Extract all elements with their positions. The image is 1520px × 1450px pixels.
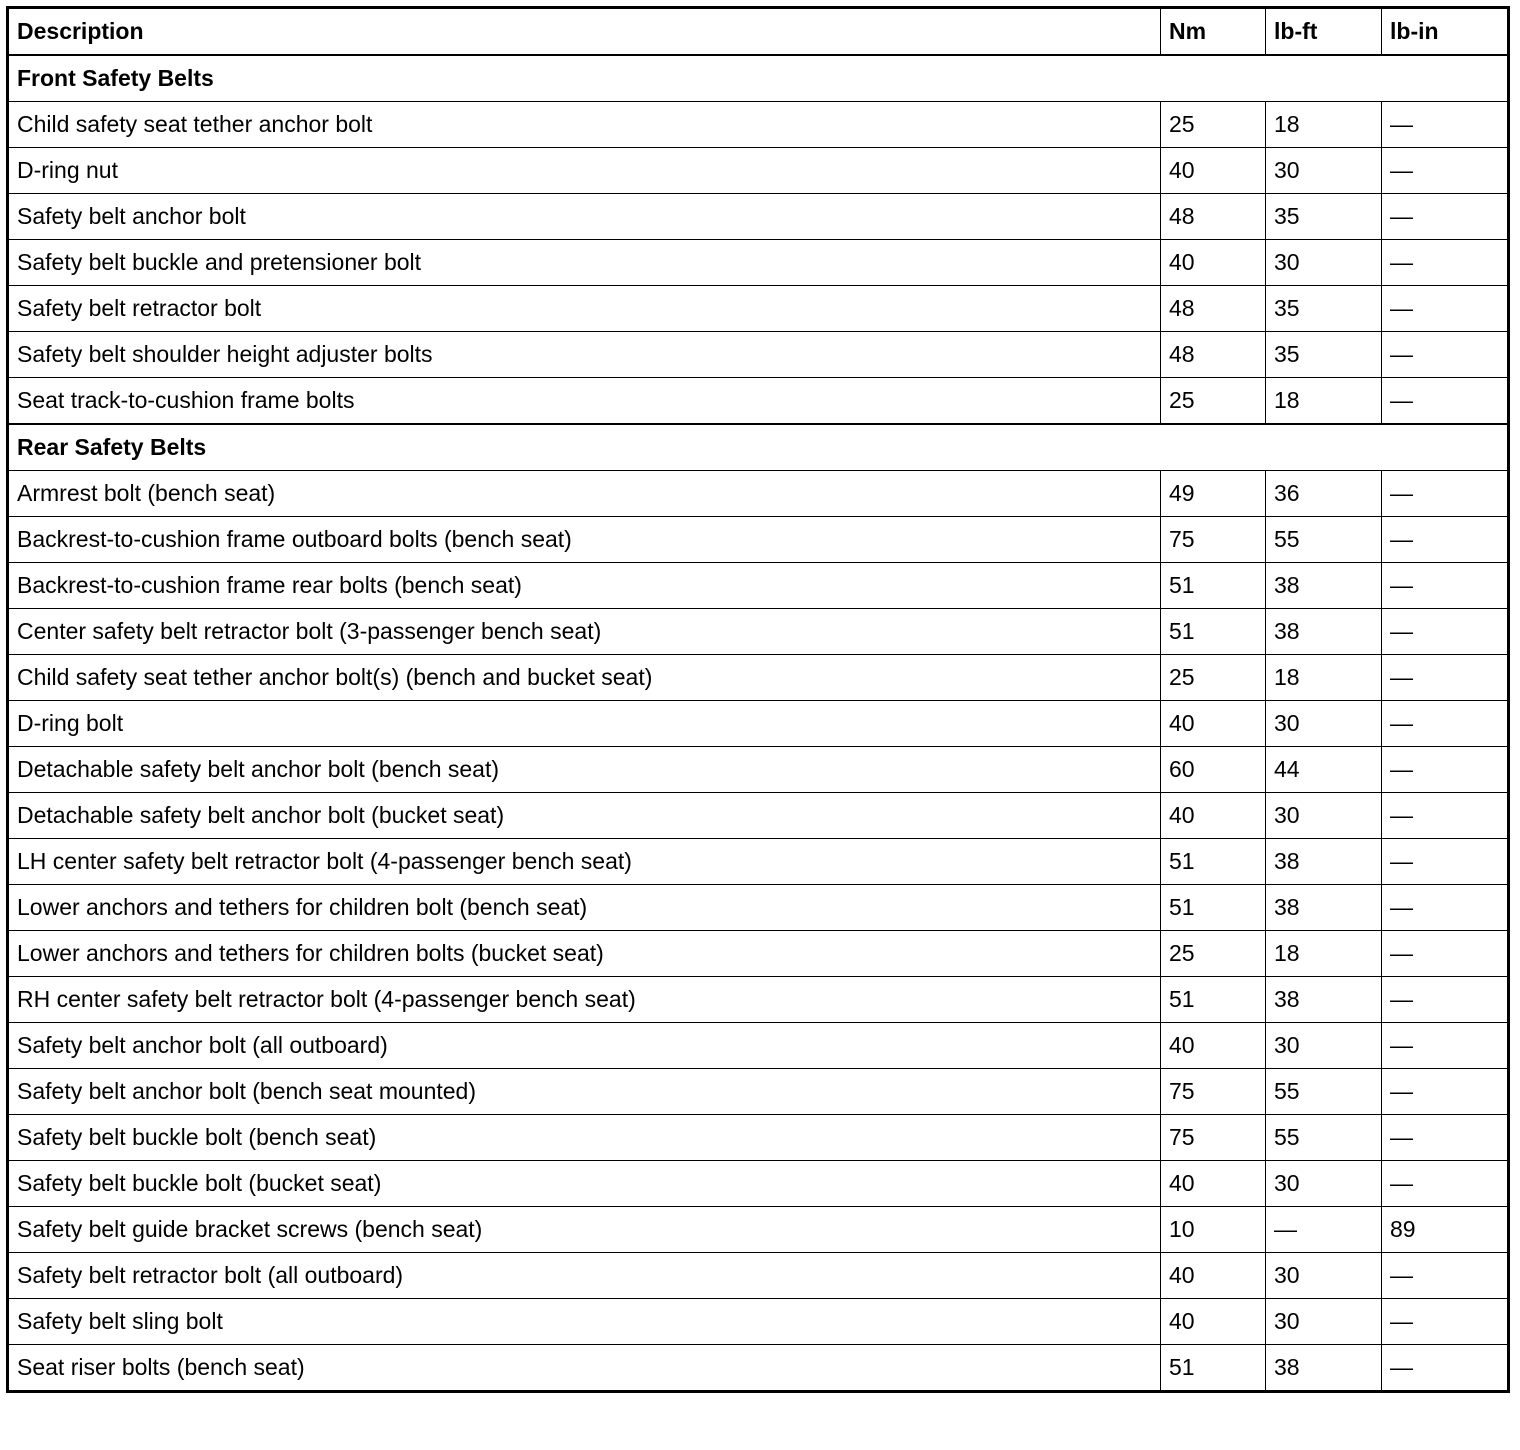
cell-lbin: — [1382, 609, 1509, 655]
table-row [8, 517, 1509, 563]
cell-lbin: — [1382, 1069, 1509, 1115]
cell-lbin: — [1382, 517, 1509, 563]
table-row [8, 1299, 1509, 1345]
cell-lbft: 30 [1266, 1299, 1382, 1345]
table-row [8, 1253, 1509, 1299]
cell-lbft: 38 [1266, 839, 1382, 885]
cell-nm: 48 [1161, 286, 1266, 332]
table-row [8, 701, 1509, 747]
cell-nm: 25 [1161, 655, 1266, 701]
cell-nm: 49 [1161, 471, 1266, 517]
cell-description: Backrest-to-cushion frame rear bolts (bench seat) [8, 563, 1161, 609]
cell-lbft: 38 [1266, 563, 1382, 609]
cell-lbin: — [1382, 1161, 1509, 1207]
cell-nm: 51 [1161, 563, 1266, 609]
cell-lbft: 30 [1266, 240, 1382, 286]
table-header [8, 8, 1509, 56]
table-row [8, 148, 1509, 194]
cell-lbft: 18 [1266, 378, 1382, 425]
cell-lbft: 38 [1266, 609, 1382, 655]
cell-description: Safety belt guide bracket screws (bench seat) [8, 1207, 1161, 1253]
cell-lbft: 55 [1266, 1069, 1382, 1115]
cell-lbin: — [1382, 563, 1509, 609]
table-row [8, 609, 1509, 655]
cell-description: Safety belt sling bolt [8, 1299, 1161, 1345]
cell-description: Center safety belt retractor bolt (3-passenger bench seat) [8, 609, 1161, 655]
table-row [8, 1023, 1509, 1069]
table-row [8, 471, 1509, 517]
cell-nm: 40 [1161, 701, 1266, 747]
cell-nm: 40 [1161, 240, 1266, 286]
cell-lbin: — [1382, 977, 1509, 1023]
cell-description: Safety belt retractor bolt (all outboard) [8, 1253, 1161, 1299]
table-row [8, 977, 1509, 1023]
cell-lbft: 30 [1266, 1161, 1382, 1207]
table-row [8, 378, 1509, 425]
section-title: Rear Safety Belts [8, 424, 1509, 471]
cell-description: Safety belt shoulder height adjuster bolts [8, 332, 1161, 378]
cell-nm: 40 [1161, 1299, 1266, 1345]
cell-description: LH center safety belt retractor bolt (4-passenger bench seat) [8, 839, 1161, 885]
cell-lbft: 18 [1266, 102, 1382, 148]
cell-lbft: 35 [1266, 332, 1382, 378]
cell-nm: 51 [1161, 609, 1266, 655]
cell-lbft: 30 [1266, 1023, 1382, 1069]
cell-nm: 75 [1161, 1069, 1266, 1115]
cell-description: Lower anchors and tethers for children bolts (bucket seat) [8, 931, 1161, 977]
cell-nm: 60 [1161, 747, 1266, 793]
header-description: Description [8, 8, 1161, 56]
table-row [8, 655, 1509, 701]
cell-description: Safety belt buckle bolt (bench seat) [8, 1115, 1161, 1161]
cell-nm: 51 [1161, 839, 1266, 885]
header-nm: Nm [1161, 8, 1266, 56]
table-row [8, 885, 1509, 931]
cell-lbft: 30 [1266, 1253, 1382, 1299]
table-row [8, 747, 1509, 793]
cell-description: Safety belt buckle bolt (bucket seat) [8, 1161, 1161, 1207]
cell-lbin: 89 [1382, 1207, 1509, 1253]
cell-nm: 75 [1161, 1115, 1266, 1161]
cell-nm: 51 [1161, 1345, 1266, 1392]
table-row [8, 931, 1509, 977]
cell-lbin: — [1382, 1253, 1509, 1299]
table-row [8, 240, 1509, 286]
cell-description: Lower anchors and tethers for children bolt (bench seat) [8, 885, 1161, 931]
table-body [8, 55, 1509, 1392]
cell-description: Safety belt anchor bolt (bench seat mounted) [8, 1069, 1161, 1115]
torque-spec-table [6, 6, 1510, 1393]
cell-lbin: — [1382, 747, 1509, 793]
header-lbin: lb-in [1382, 8, 1509, 56]
cell-nm: 40 [1161, 1161, 1266, 1207]
cell-description: Armrest bolt (bench seat) [8, 471, 1161, 517]
cell-lbin: — [1382, 471, 1509, 517]
table-row [8, 563, 1509, 609]
cell-description: Safety belt retractor bolt [8, 286, 1161, 332]
cell-nm: 48 [1161, 332, 1266, 378]
cell-nm: 40 [1161, 1023, 1266, 1069]
cell-lbin: — [1382, 148, 1509, 194]
cell-description: Child safety seat tether anchor bolt(s) (bench and bucket seat) [8, 655, 1161, 701]
cell-nm: 75 [1161, 517, 1266, 563]
cell-description: RH center safety belt retractor bolt (4-passenger bench seat) [8, 977, 1161, 1023]
cell-description: Detachable safety belt anchor bolt (bucket seat) [8, 793, 1161, 839]
table-row [8, 194, 1509, 240]
cell-lbft: 44 [1266, 747, 1382, 793]
cell-description: Backrest-to-cushion frame outboard bolts (bench seat) [8, 517, 1161, 563]
cell-lbft: 36 [1266, 471, 1382, 517]
cell-lbin: — [1382, 839, 1509, 885]
cell-nm: 40 [1161, 1253, 1266, 1299]
table-row [8, 839, 1509, 885]
cell-lbin: — [1382, 378, 1509, 425]
cell-description: D-ring nut [8, 148, 1161, 194]
table-row [8, 102, 1509, 148]
table-row [8, 286, 1509, 332]
cell-lbin: — [1382, 1299, 1509, 1345]
cell-description: Safety belt buckle and pretensioner bolt [8, 240, 1161, 286]
cell-lbft: 30 [1266, 793, 1382, 839]
cell-lbft: 55 [1266, 1115, 1382, 1161]
cell-nm: 25 [1161, 931, 1266, 977]
cell-nm: 40 [1161, 793, 1266, 839]
cell-lbin: — [1382, 655, 1509, 701]
cell-nm: 10 [1161, 1207, 1266, 1253]
cell-description: Child safety seat tether anchor bolt [8, 102, 1161, 148]
cell-description: D-ring bolt [8, 701, 1161, 747]
cell-description: Safety belt anchor bolt [8, 194, 1161, 240]
section-row [8, 55, 1509, 102]
cell-lbin: — [1382, 1345, 1509, 1392]
section-title: Front Safety Belts [8, 55, 1509, 102]
cell-lbin: — [1382, 102, 1509, 148]
cell-nm: 51 [1161, 977, 1266, 1023]
cell-lbft: 18 [1266, 655, 1382, 701]
cell-lbft: 38 [1266, 977, 1382, 1023]
header-lbft: lb-ft [1266, 8, 1382, 56]
cell-lbft: 38 [1266, 1345, 1382, 1392]
cell-lbin: — [1382, 885, 1509, 931]
cell-lbft: 18 [1266, 931, 1382, 977]
cell-nm: 25 [1161, 378, 1266, 425]
cell-lbin: — [1382, 194, 1509, 240]
cell-lbft: 35 [1266, 286, 1382, 332]
table-row [8, 1069, 1509, 1115]
cell-nm: 48 [1161, 194, 1266, 240]
cell-lbin: — [1382, 793, 1509, 839]
header-row [8, 8, 1509, 56]
cell-lbin: — [1382, 1023, 1509, 1069]
cell-lbin: — [1382, 332, 1509, 378]
table-row [8, 1345, 1509, 1392]
cell-description: Detachable safety belt anchor bolt (bench seat) [8, 747, 1161, 793]
table-row [8, 793, 1509, 839]
cell-nm: 51 [1161, 885, 1266, 931]
cell-lbft: 30 [1266, 148, 1382, 194]
table-row [8, 1115, 1509, 1161]
table-row [8, 1161, 1509, 1207]
cell-lbft: 35 [1266, 194, 1382, 240]
cell-lbin: — [1382, 701, 1509, 747]
cell-lbin: — [1382, 1115, 1509, 1161]
cell-lbft: 55 [1266, 517, 1382, 563]
cell-description: Safety belt anchor bolt (all outboard) [8, 1023, 1161, 1069]
section-row [8, 424, 1509, 471]
cell-lbin: — [1382, 931, 1509, 977]
cell-description: Seat riser bolts (bench seat) [8, 1345, 1161, 1392]
cell-nm: 40 [1161, 148, 1266, 194]
cell-lbft: — [1266, 1207, 1382, 1253]
cell-lbft: 38 [1266, 885, 1382, 931]
cell-description: Seat track-to-cushion frame bolts [8, 378, 1161, 425]
cell-nm: 25 [1161, 102, 1266, 148]
table-row [8, 1207, 1509, 1253]
cell-lbft: 30 [1266, 701, 1382, 747]
cell-lbin: — [1382, 240, 1509, 286]
table-row [8, 332, 1509, 378]
cell-lbin: — [1382, 286, 1509, 332]
